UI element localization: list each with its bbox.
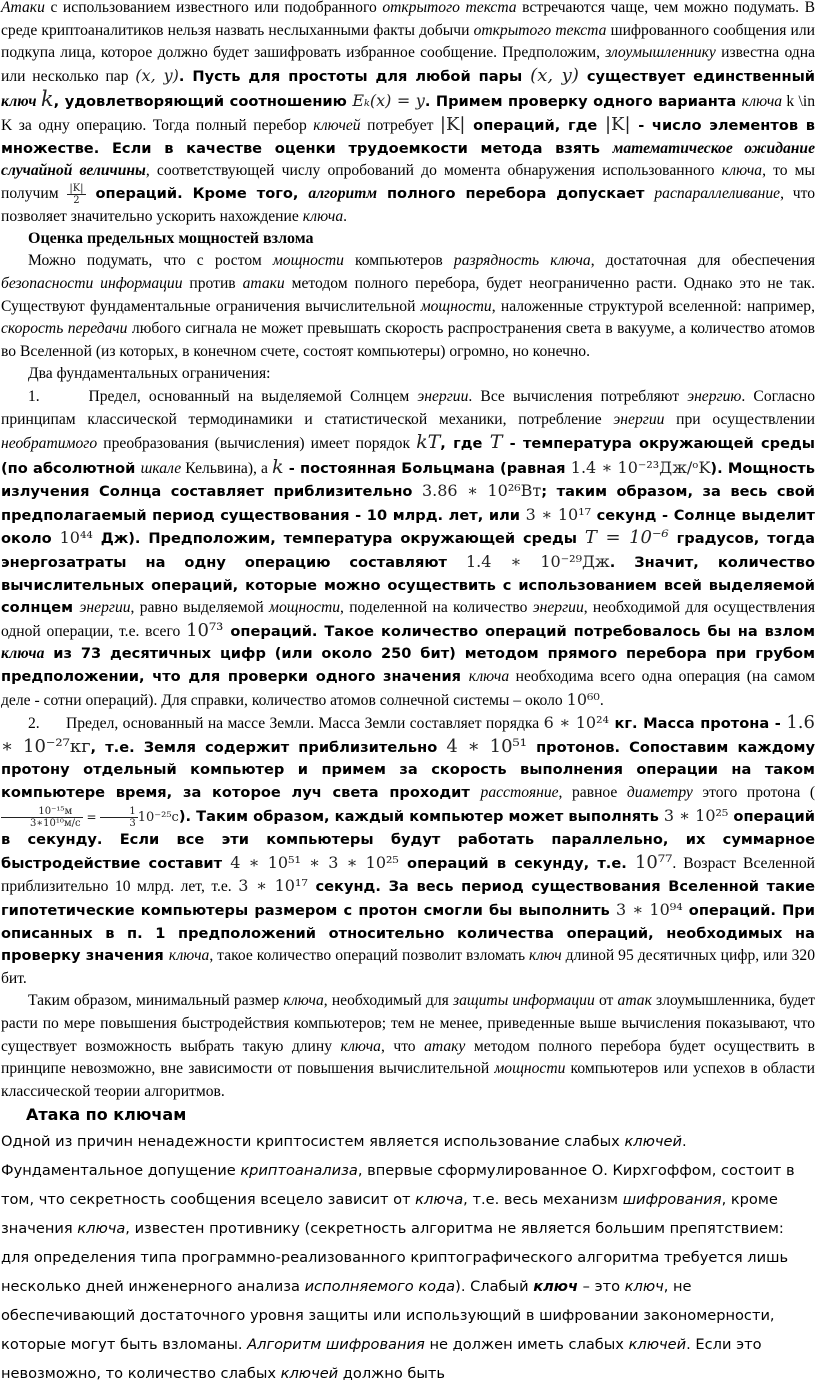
formula-boltzmann: 1.4 ∗ 10⁻²³Дж/ᵒK (570, 457, 711, 477)
formula-pair: (x, y) (135, 65, 179, 85)
section-heading-key-attack: Атака по ключам (26, 1105, 187, 1125)
formula-cardinality: |K| (439, 113, 466, 135)
paragraph-known-plaintext-attack: Атаки с использованием известного или подобранного открытого текста встречаются чаще, чем можно подумать. В среде криптоаналитиков нельзя назвать неслыханными факты добычи открытого текста шифрованного сообщения или подкупа лица, которое должно будет зашифровать избранное сообщение. Предположим, злоумышленнику известна одна или несколько пар (x, y). Пусть для простоты для любой пары (x, y) существует единственный ключ k, удовлетворяющий соотношению Eₖ(x) = y. Примем проверку одного варианта ключа k \in K за одну операцию. Тогда полный перебор ключей потребует |K| операций, где |K| - число элементов в множестве. Если в качестве оценки трудоемкости метода взять математическое ожидание случайной величины, соответствующей числу опробований до момента обнаружения использованного ключа, то мы получим $\frac{|K|}{2}$ операций. Кроме того, алгоритм полного перебора допускает распараллеливание, что позволяет значительно ускорить нахождение ключа. (1, 0, 816, 225)
paragraph-two-limits: Два фундаментальных ограничения: (28, 365, 271, 383)
formula-total-speed: 4 ∗ 10⁵¹ ∗ 3 ∗ 10²⁵ (230, 852, 399, 872)
paragraph-weak-keys: Одной из причин ненадежности криптосистем является использование слабых ключей. Фундаментальное допущение криптоанализа, впервые сформулированное О. Кирхгоффом, состоит в том, что секретность сообщения всецело зависит от ключа, т.е. весь механизм шифрования, кроме значения ключа, известен противнику (секретность алгоритма не является большим препятствием: для определения типа программно-реализованного криптографического алгоритма требуется лишь несколько дней инженерного анализа исполняемого кода). Слабый ключ – это ключ, не обеспечивающий достаточного уровня защиты или использующий в шифровании закономерности, которые могут быть взломаны. Алгоритм шифрования не должен иметь слабых ключей. Если это невозможно, то количество слабых ключей должно быть (1, 1133, 795, 1383)
term-attacks: Атаки (1, 0, 45, 16)
formula-atoms: 10⁶⁰ (566, 689, 600, 709)
formula-ops-per-second: 3 ∗ 10²⁵ (663, 805, 729, 825)
formula-earth-mass: 6 ∗ 10²⁴ (543, 713, 609, 733)
list-item-sun-energy-limit: 1. Предел, основанный на выделяемой Солнцем энергии. Все вычисления потребляют энергию. Согласно принципам классической термодинамики и статистической механики, потребление энергии при осуществлении необратимого преобразования (вычисления) имеет порядок kT, где T - температура окружающей среды (по абсолютной шкале Кельвина), а k - постоянная Больцмана (равная 1.4 ∗ 10⁻²³Дж/ᵒK). Мощность излучения Солнца составляет приблизительно 3.86 ∗ 10²⁶Вт; таким образом, за весь свой предполагаемый период существования - 10 млрд. лет, или 3 ∗ 10¹⁷ секунд - Солнце выделит около 10⁴⁴ Дж). Предположим, температура окружающей среды T = 10⁻⁶ градусов, тогда энергозатраты на одну операцию составляют 1.4 ∗ 10⁻²⁹Дж. Значит, количество вычислительных операций, которые можно осуществить с использованием всей выделяемой солнцем энергии, равно выделяемой мощности, поделенной на количество энергии, необходимой для осуществления одной операции, т.е. всего 10⁷³ операций. Такое количество операций потребовалось бы на взлом ключа из 73 десятичных цифр (или около 250 бит) методом прямого перебора при грубом предположении, что для проверки одного значения ключа необходима всего одна операция (на самом деле - сотни операций). Для справки, количество атомов солнечной системы – около 10⁶⁰. (1, 387, 816, 709)
formula-key: k (40, 87, 54, 112)
formula-sun-power: 3.86 ∗ 10²⁶Вт (421, 481, 542, 501)
formula-pair: (x, y) (530, 64, 579, 86)
section-heading-limits: Оценка предельных мощностей взлома (28, 230, 314, 248)
formula-energy: 10⁴⁴ (59, 528, 93, 548)
paragraph-limits-intro: Можно подумать, что с ростом мощности компьютеров разрядность ключа, достаточная для обеспечения безопасности информации против атаки методом полного перебора, будет неограниченно расти. Однако это не так. Существуют фундаментальные ограничения вычислительной мощности, наложенные структурой вселенной: например, скорость передачи любого сигнала не может превышать скорость распространения света в вакууме, а количество атомов во Вселенной (из которых, в конечном счете, состоят компьютеры) огромно, но конечно. (1, 252, 815, 360)
formula-universe-age: 3 ∗ 10¹⁷ (238, 876, 308, 896)
formula-T: T (489, 431, 503, 454)
formula-light-time: $\frac{\text{10⁻¹⁵м}}{\text{3∗10¹⁰м/с}}$ (1, 806, 83, 829)
formula-ops-77: 10⁷⁷ (634, 851, 673, 873)
formula-ops-94: 3 ∗ 10⁹⁴ (615, 899, 683, 919)
text-body (1, 0, 815, 1388)
formula-half-keyspace: $\frac{|K|}{2}$ (69, 182, 84, 206)
formula-seconds: 3 ∗ 10¹⁷ (525, 504, 592, 524)
formula-energy-per-op: 1.4 ∗ 10⁻²⁹Дж (466, 552, 610, 572)
formula-protons: 4 ∗ 10⁵¹ (446, 735, 527, 757)
formula-cardinality: |K| (604, 113, 631, 135)
formula-kT: kT (416, 431, 441, 454)
formula-encryption: Eₖ(x) = y (352, 91, 425, 111)
formula-one-third: $\frac{1}{3}$ (100, 806, 137, 829)
list-item-earth-mass-limit: 2. Предел, основанный на массе Земли. Масса Земли составляет порядка 6 ∗ 10²⁴ кг. Масса протона - 1.6 ∗ 10⁻²⁷кг, т.е. Земля содержит приблизительно 4 ∗ 10⁵¹ протонов. Сопоставим каждому протону отдельный компьютер и примем за скорость выполнения операции на таком компьютере время, за которое луч света проходит расстояние, равное диаметру этого протона ( $\frac{\text{10⁻¹⁵м}}{\text{3∗10¹⁰м/с}}$ = $\frac{1}{3}$ 10⁻²⁵c). Таким образом, каждый компьютер может выполнять 3 ∗ 10²⁵ операций в секунду. Если все эти компьютеры будут работать параллельно, их суммарное быстродействие составит 4 ∗ 10⁵¹ ∗ 3 ∗ 10²⁵ операций в секунду, т.е. 10⁷⁷. Возраст Вселенной приблизительно 10 млрд. лет, т.е. 3 ∗ 10¹⁷ секунд. За весь период существования Вселенной такие гипотетические компьютеры размером с протон смогли бы выполнить 3 ∗ 10⁹⁴ операций. При описанных в п. 1 предположений относительно количества операций, необходимых на проверку значения ключа, такое количество операций позволит взломать ключ длиной 95 десятичных цифр, или 320 бит. (1, 712, 816, 987)
formula-temperature: T = 10⁻⁶ (584, 527, 669, 549)
formula-proton-mass: 1.6 ∗ 10⁻²⁷кг (1, 712, 815, 757)
formula-ops-total: 10⁷³ (186, 619, 224, 641)
paragraph-conclusion: Таким образом, минимальный размер ключа, необходимый для защиты информации от атак злоумышленника, будет расти по мере повышения быстродействия компьютеров; тем не менее, приведенные выше вычисления показывают, что существует возможность выбрать такую длину ключа, что атаку методом полного перебора будет осуществить в принципе невозможно, вне зависимости от повышения вычислительной мощности компьютеров или успехов в области классической теории алгоритмов. (1, 992, 816, 1100)
formula-k: k (271, 455, 284, 478)
